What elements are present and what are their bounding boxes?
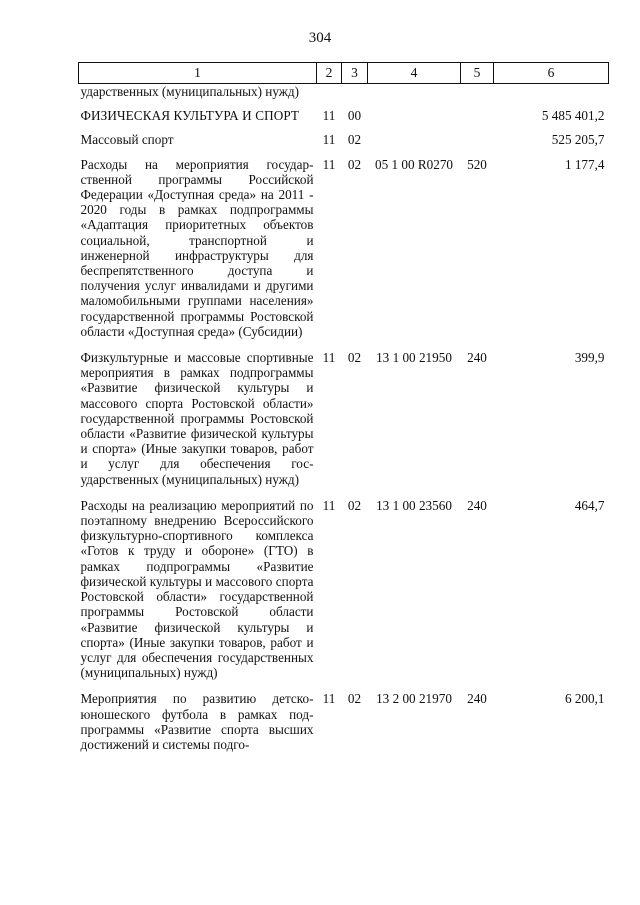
row-rz: 11	[322, 497, 336, 513]
row-vr: 240	[467, 691, 487, 707]
header-col-3: 3	[342, 63, 368, 84]
row-csr: 13 1 00 21950	[376, 350, 452, 366]
row-amount: 525 205,7	[551, 132, 605, 148]
row-rz: 11	[322, 156, 336, 172]
header-col-2: 2	[317, 63, 342, 84]
row-name: ФИЗИЧЕСКАЯ КУЛЬТУРА И СПОРТ	[80, 108, 300, 124]
table-header	[79, 63, 609, 84]
row-name: Расходы на реализацию мероприятий по поэтапному внедрению Всероссийского физкультурно-спортивного комплекса «Готов к труду и обороне» (ГТО) в рамках подпрограммы «Развитие физической культуры и массового спорта Ростовской области» государственной программы Ростовской области «Развитие физической культуры и спорта» (Иные закупки товаров, работ и услуг для обеспечения государственных (муниципальных) нужд)	[80, 497, 314, 681]
row-pr: 02	[347, 132, 362, 148]
header-col-6: 6	[494, 63, 609, 84]
table-row	[79, 84, 609, 100]
row-csr: 13 1 00 23560	[376, 497, 452, 513]
row-vr: 240	[467, 350, 487, 366]
row-amount: 1 177,4	[564, 156, 605, 172]
row-vr: 240	[467, 497, 487, 513]
table-row	[79, 487, 609, 680]
row-vr	[461, 84, 494, 100]
row-csr	[368, 84, 461, 100]
row-name: Расходы на мероприятия государственной программы Российской Федерации «Доступная среда» на 2011 - 2020 годы в рамках подпрограммы «Адаптация приоритетных объектов социальной, транспортной и инженерной инфраструктуры для беспрепятственного доступа и получения услуг инвалидами и другими маломобильными группами населения» государственной программы Ростовской области «Доступная среда» (Субсидии)	[80, 156, 314, 339]
table-row	[79, 339, 609, 487]
table-row	[79, 99, 609, 123]
page-number: 304	[308, 30, 332, 46]
row-rz: 11	[322, 132, 336, 148]
table-row	[79, 680, 609, 752]
row-vr	[461, 123, 494, 147]
row-rz: 11	[322, 691, 336, 707]
header-col-1: 1	[79, 63, 317, 84]
row-csr: 05 1 00 R0270	[374, 156, 454, 172]
row-vr	[461, 99, 494, 123]
table-row	[79, 148, 609, 339]
budget-table	[78, 62, 609, 752]
row-name: Массовый спорт	[80, 132, 174, 148]
header-col-4: 4	[368, 63, 461, 84]
row-rz	[317, 84, 342, 100]
row-pr: 02	[347, 497, 362, 513]
row-csr	[368, 99, 461, 123]
row-pr: 02	[347, 156, 362, 172]
row-pr	[342, 84, 368, 100]
row-csr	[368, 123, 461, 147]
row-rz: 11	[322, 350, 336, 366]
row-amount: 464,7	[574, 497, 605, 513]
row-pr: 00	[347, 108, 362, 124]
row-name: ударственных (муниципальных) нужд)	[80, 84, 299, 99]
row-amount: 5 485 401,2	[541, 108, 605, 124]
row-amount: 399,9	[574, 350, 605, 366]
row-amount	[494, 84, 609, 100]
row-pr: 02	[347, 350, 362, 366]
row-pr: 02	[347, 691, 362, 707]
row-vr: 520	[467, 156, 487, 172]
row-rz: 11	[322, 108, 336, 124]
header-col-5: 5	[461, 63, 494, 84]
row-name: Физкультурные и массовые спортивные мероприятия в рамках подпрограммы «Развитие физической культуры и массового спорта Ростовской области» государственной программы Ростовской области «Развитие физической культуры и спорта» (Иные закупки товаров, работ и услуг для обеспечения государственных (муниципальных) нужд)	[80, 350, 314, 487]
row-amount: 6 200,1	[564, 691, 605, 707]
row-csr: 13 2 00 21970	[376, 691, 452, 707]
row-name: Мероприятия по развитию детско-юношеского футбола в рамках подпрограммы «Развитие спорта высших достижений и системы подго-	[80, 691, 314, 752]
table-row	[79, 123, 609, 147]
